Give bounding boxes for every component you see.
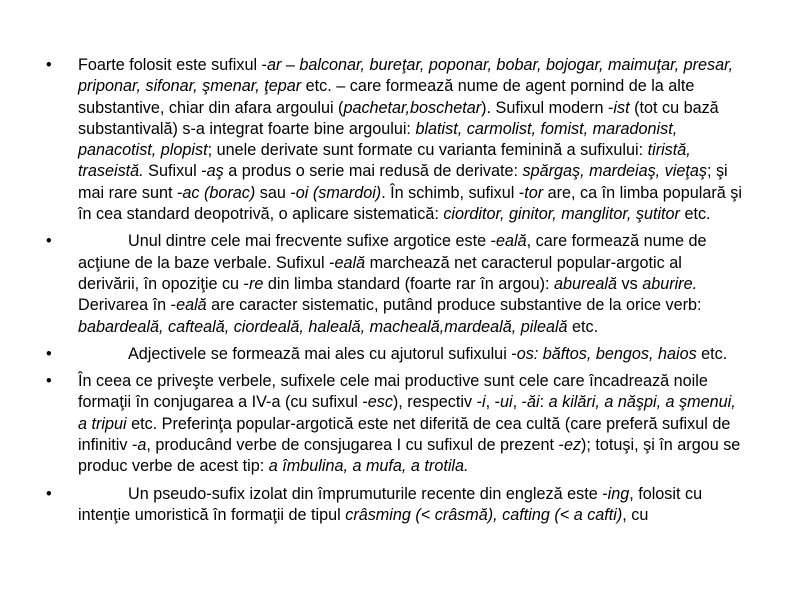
text-segment: ); totuşi, şi în argou se produc verbe de acest tip:	[78, 436, 741, 476]
italic-text-segment: i	[481, 393, 486, 412]
bullet-marker: •	[46, 56, 52, 74]
italic-text-segment: re	[248, 274, 264, 293]
italic-text-segment: a	[137, 436, 147, 455]
bullet-item-4	[44, 371, 744, 477]
text-segment: din limba standard (foarte rar în argou):	[263, 274, 554, 293]
text-segment: , folosit cu intenţie umoristică în formaţii de tipul	[78, 484, 703, 524]
text-segment: etc.	[679, 205, 711, 224]
text-segment: , cu	[622, 505, 649, 524]
bullet-item-2	[44, 231, 744, 337]
text-segment: vs	[617, 274, 643, 293]
text-segment: În ceea ce priveşte verbele, sufixele cele mai productive sunt cele care încadrează noile formaţii în conjugarea a IV-a (cu sufixul -	[78, 372, 708, 412]
italic-text-segment: crâsming (< crâsmă), cafting (< a cafti)	[345, 505, 623, 524]
italic-text-segment: eală	[496, 232, 527, 251]
italic-text-segment: tor	[524, 183, 544, 202]
italic-text-segment: eală	[176, 296, 207, 315]
text-segment: ; unele derivate sunt formate cu varianta feminină a sufixului:	[207, 141, 648, 160]
italic-text-segment: babardeală, cafteală, ciordeală, haleală, macheală,mardeală, pileală	[78, 317, 568, 336]
italic-text-segment: aş	[206, 162, 224, 181]
text-segment: , -	[485, 393, 500, 412]
italic-text-segment: abureală	[553, 274, 617, 293]
italic-text-segment: os: băftos, bengos, haios	[516, 344, 697, 363]
bullet-item-5	[44, 484, 744, 527]
text-segment: are caracter sistematic, putând produce substantive de la orice verb:	[206, 296, 702, 315]
text-segment: . În schimb, sufixul -	[381, 183, 525, 202]
italic-text-segment: a îmbulina, a mufa, a trotila.	[268, 457, 469, 476]
text-segment: (tot cu bază substantivală) s-a integrat foarte bine argoului:	[78, 98, 719, 138]
text-segment: ), respectiv -	[392, 393, 482, 412]
italic-text-segment: ac (borac)	[182, 183, 256, 202]
text-segment: , producând verbe de consjugarea I cu sufixul de prezent -	[146, 436, 564, 455]
bullet-item-1	[44, 55, 744, 225]
bullet-marker: •	[46, 232, 52, 251]
text-segment: Un pseudo-sufix izolat din împrumuturile recente din engleză este -	[128, 484, 608, 503]
italic-text-segment: ui	[499, 393, 513, 412]
text-segment: Foarte folosit este sufixul -	[78, 56, 267, 74]
text-segment: are, ca în limba populară şi în cea standard deopotrivă, o aplicare sistematică:	[78, 183, 742, 224]
bullet-marker: •	[46, 484, 52, 503]
italic-text-segment: a kilări, a năşpi, a şmenui, a tripui	[78, 393, 736, 433]
text-segment: etc. – care formează nume de agent pornind de la alte substantive, chiar din afara argoului (	[78, 77, 695, 117]
italic-text-segment: oi (smardoi)	[295, 183, 382, 202]
italic-text-segment: pachetar,boschetar	[343, 98, 482, 117]
text-segment: etc. Preferinţa popular-argotică este net diferită de cea cultă (care preferă sufixul de infinitiv -	[78, 414, 731, 455]
text-segment: Unul dintre cele mai frecvente sufixe argotice este -	[128, 232, 496, 251]
italic-text-segment: ing	[607, 484, 630, 503]
text-segment: a produs o serie mai redusă de derivate:	[223, 162, 523, 181]
text-segment: marchează net caracterul popular-argotic al derivării, în opoziţie cu -	[78, 253, 682, 293]
text-segment: sau -	[255, 183, 296, 202]
text-segment: etc.	[567, 317, 599, 336]
italic-text-segment: balconar, bureţar, poponar, bobar, bojogar, maimuţar, presar, priponar, sifonar, şmenar, ţepar	[78, 56, 734, 96]
italic-text-segment: spărgaş, mardeiaş, vieţaş	[522, 162, 707, 181]
italic-text-segment: tiristă, traseistă.	[78, 141, 691, 181]
italic-text-segment: ez	[563, 436, 582, 455]
text-segment: , -	[512, 393, 527, 412]
italic-text-segment: ar	[266, 56, 282, 74]
text-segment: –	[281, 56, 300, 74]
italic-text-segment: ăi	[526, 393, 540, 412]
text-segment: Sufixul -	[143, 162, 207, 181]
italic-text-segment: esc	[367, 393, 393, 412]
italic-text-segment: aburire.	[642, 274, 698, 293]
italic-text-segment: blatist, carmolist, fomist, maradonist, panacotist, plopist	[78, 119, 678, 160]
bullet-list	[44, 55, 744, 532]
bullet-marker: •	[46, 344, 52, 363]
text-segment: , care formează nume de acţiune de la baze verbale. Sufixul -	[78, 232, 707, 272]
text-segment: etc.	[696, 344, 728, 363]
text-segment: Adjectivele se formează mai ales cu ajutorul sufixului -	[128, 344, 517, 363]
bullet-item-3	[44, 344, 744, 365]
italic-text-segment: ist	[613, 98, 630, 117]
bullet-marker: •	[46, 372, 52, 391]
text-segment: Derivarea în -	[78, 296, 177, 315]
italic-text-segment: ciorditor, ginitor, manglitor, şutitor	[443, 205, 680, 224]
text-segment: ). Sufixul modern -	[481, 98, 614, 117]
italic-text-segment: eală	[334, 253, 366, 272]
text-segment: :	[539, 393, 549, 412]
text-segment: ; şi mai rare sunt -	[78, 162, 728, 202]
